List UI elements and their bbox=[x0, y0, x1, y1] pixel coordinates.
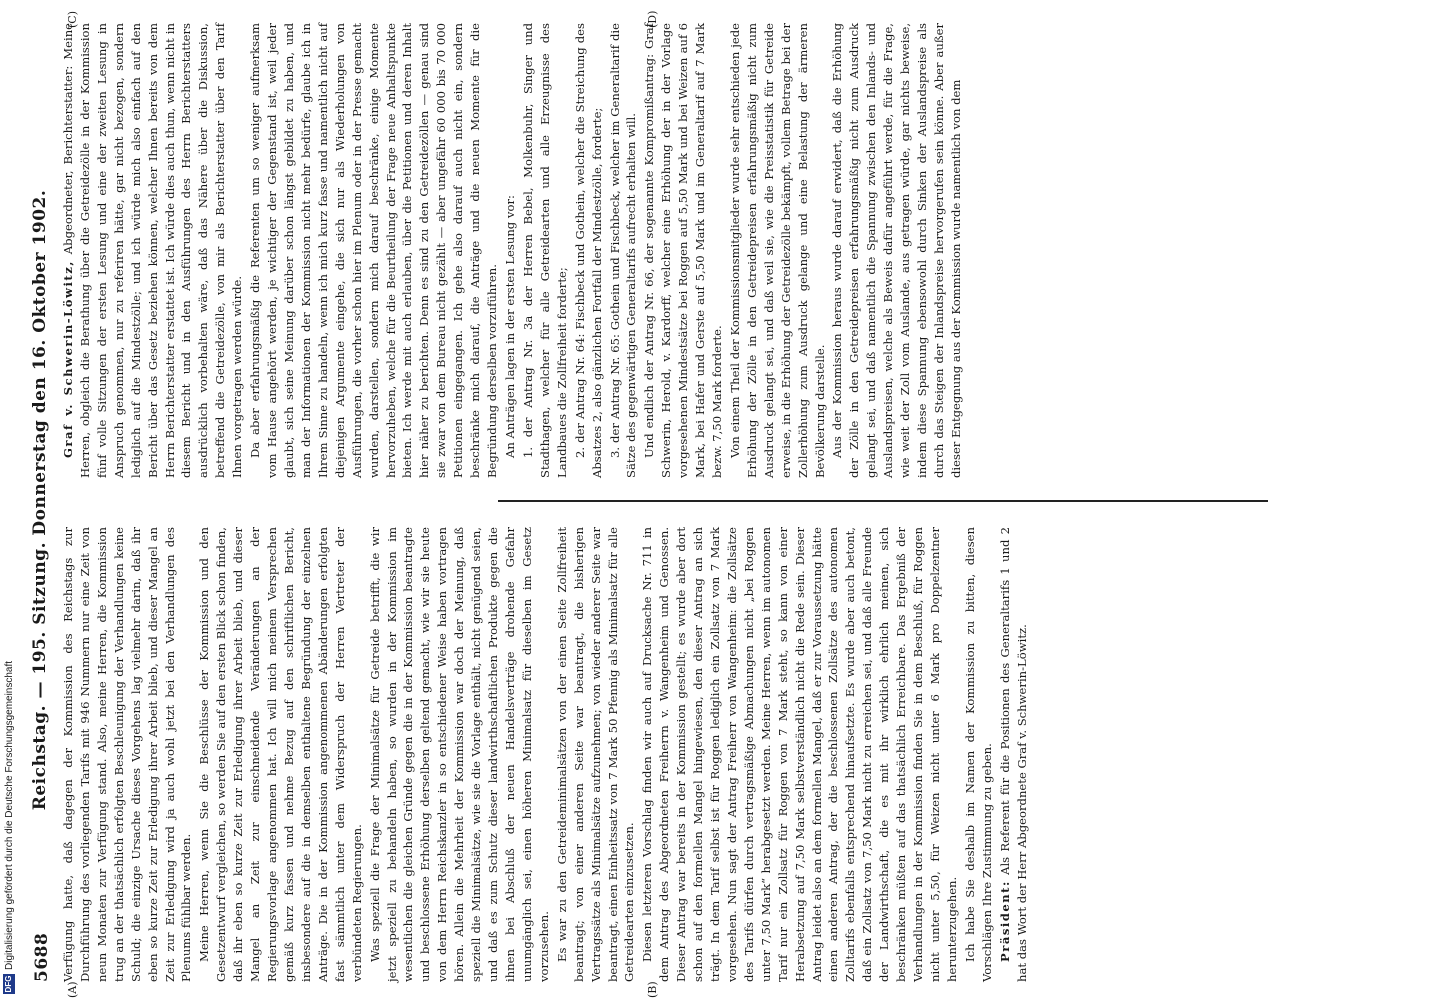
president-label: Präsident: bbox=[997, 880, 1012, 962]
right-column bbox=[60, 23, 966, 478]
speaker-paragraph bbox=[60, 23, 246, 478]
left-column bbox=[60, 527, 1032, 982]
digitization-credit: Digitalisierung gefördert durch die Deutsche Forschungsgemeinschaft bbox=[4, 660, 15, 970]
paragraph: Meine Herren, wenn Sie die Beschlüsse der Kommission und den Gesetzentwurf vergleichen, so werden Sie auf den ersten Blick schon finden, daß ihr eben so kurze Zeit zur Erledigung ihrer Arbeit blieb, und dieser Mangel an Zeit zur einschneidende Veränderungen an der Regierungsvorlage angenommen hat. Ich will mich meinem Versprechen gemäß kurz fassen und nehme Bezug auf den schriftlichen Bericht, insbesondere auf die in demselben enthaltene Begründung der einzelnen Anträge. Die in der Kommission angenommenen Abänderungen erfolgten fast sämmtlich unter dem Widerspruch der Herren Vertreter der verbündeten Regierungen. bbox=[197, 527, 364, 982]
paragraph: Aus der Kommission heraus wurde darauf erwidert, daß die Erhöhung der Zölle in den Getreidepreisen erfahrungsmäßig nicht zum Ausdruck gelangt sei, und daß namentlich die Spannung zwischen den Inlands- und Auslandspreisen, welche als Beweis dafür angeführt werde, für die Frage, wie weit der Zoll vom Auslande, aus getragen würde, gar nichts beweise, indem diese Spannung ebensowohl durch Sinken der Auslandspreise als durch das Steigen der Inlandspreise hervorgerufen sein könne. Aber außer dieser Entgegnung aus der Kommission wurde namentlich von dem bbox=[830, 23, 963, 478]
page-content bbox=[0, 10, 1434, 998]
margin-mark-b: (B) bbox=[646, 981, 659, 998]
margin-mark-a: (A) bbox=[66, 981, 79, 998]
dfg-logo: DFG bbox=[4, 975, 13, 993]
paragraph: Diesen letzteren Vorschlag finden wir auch auf Drucksache Nr. 711 in dem Antrag des Abgeordneten Freiherrn v. Wangenheim und Genossen. Dieser Antrag war bereits in der Kommission gestellt; es wurde aber dort schon auf den formellen Mangel hingewiesen, den dieser Antrag an sich trägt. In dem Tarif selbst ist für Roggen lediglich ein Zollsatz von 7 Mark vorgesehen. Nun sagt der Antrag Freiherr von Wangenheim: die Zollsätze des Tarifs dürfen durch vertragsmäßige Abmachungen nicht „bei Roggen unter 7,50 Mark“ herabgesetzt werden. Meine Herren, wenn im autonomen Tarif nur ein Zollsatz für Roggen von 7 Mark steht, so kann von einer Herabsetzung auf 7,50 Mark selbstverständlich nicht die Rede sein. Dieser Antrag leidet also an dem formellen Mangel, daß er zur Voraussetzung hätte einen anderen Antrag, der die beschlossenen Zollsätze des autonomen Zolltarifs ebenfalls entsprechend hinaufsetzte. Es wurde aber auch betont, daß ein Zollsatz von 7,50 Mark nicht zu erreichen sei, und daß alle Freunde der Landwirthschaft, die es mit ihr wirklich ehrlich meinen, sich beschränken müßten auf das thatsächlich Erreichbare. Das Ergebniß der Verhandlungen in der Kommission finden Sie in dem Beschluß, für Roggen nicht unter 5,50, für Weizen nicht unter 6 Mark pro Doppelzentner herunterzugehen. bbox=[640, 527, 959, 982]
paragraph: Verfügung hatte, daß dagegen der Kommission des Reichstags zur Durchführung des vorliegenden Tarifs mit 946 Nummern nur eine Zeit von neun Monaten zur Verfügung stand. Also, meine Herren, die Kommission trug an der thatsächlich erfolgten Beschleunigung der Verhandlungen keine Schuld; die einzige Ursache dieses Vorgehens lag vielmehr darin, daß ihr eben so kurze Zeit zur Erledigung ihrer Arbeit blieb, und dieser Mangel an Zeit zur Erledigung wird ja auch wohl jetzt bei den Verhandlungen des Plenums fühlbar werden. bbox=[61, 527, 194, 982]
paragraph: Es war zu den Getreideminimalsätzen von der einen Seite Zollfreiheit beantragt; von einer anderen Seite war beantragt, die bisherigen Vertragssätze als Minimalsätze aufzunehmen; von wieder anderer Seite war beantragt, einen Einheitssatz von 7 Mark 50 Pfennig als Minimalsatz für alle Getreidearten einzusetzen. bbox=[554, 527, 637, 982]
page-header bbox=[28, 14, 54, 986]
paragraph: Von einem Theil der Kommissionsmitglieder wurde sehr entschieden jede Erhöhung der Zölle in den Getreidepreisen erfahrungsmäßig nicht zum Ausdruck gelangt sei, und daß weil sie, wie die Preisstatistik für Getreide erweise, in die Erhöhung der Getreidezölle bekämpft, vollem Betrage bei der Zollerhöhung zum Ausdruck gelange und eine Belastung der ärmeren Bevölkerung darstelle. bbox=[727, 23, 827, 478]
column-divider bbox=[498, 500, 1268, 502]
page-number: 5688 bbox=[32, 932, 52, 982]
paragraph: Was speziell die Frage der Minimalsätze für Getreide betrifft, die wir jetzt speziell zu behandeln haben, so wurden in der Kommission im wesentlichen die gleichen Gründe gegen die in der Kommission beantragte und beschlossene Erhöhung derselben geltend gemacht, wie wir sie heute von dem Herrn Reichskanzler in so entschiedener Weise haben vortragen hören. Allein die Mehrheit der Kommission war doch der Meinung, daß speziell die Minimalsätze, wie sie die Vorlage enthält, nicht genügend seien, und daß es zum Schutz dieser landwirthschaftlichen Produkte gegen die ihnen bei Abschluß der neuen Handelsverträge drohende Gefahr unumgänglich sei, einen höheren Minimalsatz für dieselben im Gesetz vorzusehen. bbox=[367, 527, 551, 982]
paragraph: 1. der Antrag Nr. 3a der Herren Bebel, Molkenbuhr, Singer und Stadthagen, welcher für alle Getreidearten und alle Erzeugnisse des Landbaues die Zollfreiheit forderte; bbox=[520, 23, 569, 478]
president-paragraph bbox=[997, 527, 1031, 982]
paragraph: Ich habe Sie deshalb im Namen der Kommission zu bitten, diesen Vorschlägen Ihre Zustimmung zu geben. bbox=[962, 527, 994, 982]
speaker-text: Abgeordneter, Berichterstatter: Meine Herren, obgleich die Berathung über die Getreidezölle in der Kommission fünf volle Sitzungen der ersten Lesung und eine der zweiten Lesung in Anspruch genommen, nur zu referiren hätte, gar nicht bezogen, sondern lediglich auf die Mindestzölle; und ich würde mich also einfach auf den Bericht über das Gesetz beziehen können, welcher Ihnen bereits von dem Herrn Berichterstatter erstattet ist. Ich würde dies auch thun, wenn nicht in diesem Bericht und in den Ausführungen des Herrn Berichterstatters ausdrücklich vorbehalten wäre, daß das Nähere über die Diskussion, betreffend die Getreidezölle, von mir als Berichterstatter über den Tarif Ihnen vorgetragen werden würde. bbox=[61, 22, 245, 478]
speaker-name: Graf v. Schwerin-Löwitz, bbox=[61, 260, 75, 458]
margin-mark-c: (C) bbox=[66, 11, 79, 28]
paragraph: 3. der Antrag Nr. 65: Gothein und Fischbeck, welcher im Generaltarif die Sätze des gegenwärtigen Generaltarifs aufrecht erhalten will. bbox=[607, 23, 639, 478]
paragraph: An Anträgen lagen in der ersten Lesung vor: bbox=[502, 195, 517, 458]
paragraph: Und endlich der Antrag Nr. 66, der sogenannte Kompromißantrag: Graf Schwerin, Herold, v. Kardorff, welcher eine Erhöhung der in der Vorlage vorgesehenen Mindestsätze bei Roggen auf 5,50 Mark und bei Weizen auf 6 Mark, bei Hafer und Gerste auf 5,50 Mark und im Generaltarif auf 7 Mark bezw. 7,50 Mark forderte. bbox=[642, 23, 725, 478]
page-title: Reichstag. — 195. Sitzung. Donnerstag den 16. Oktober 1902. bbox=[30, 189, 50, 811]
margin-mark-d: (D) bbox=[646, 10, 659, 28]
paragraph: Da aber erfahrungsmäßig die Referenten um so weniger aufmerksam vom Hause angehört werden, je wichtiger der Gegenstand ist, weil jeder glaubt, sich seine Meinung darüber schon längst gebildet zu haben, und man der Informationen der Kommission nicht mehr bedürfe, glaube ich in Ihrem Sinne zu handeln, wenn ich mich kurz fasse und namentlich nicht auf diejenigen Argumente eingehe, die sich nur als Wiederholungen von Ausführungen, die vorher schon hier im Plenum oder in der Presse gemacht wurden, darstellen, sondern mich darauf beschränke, einige Momente hervorzuheben, welche für die Beurtheilung der Frage neue Anhaltspunkte bieten. Ich werde mit auch erlauben, über die Petitionen und deren Inhalt hier näher zu berichten. Denn es sind zu den Getreidezöllen — genau sind sie zwar von dem Bureau nicht gezählt — aber ungefähr 60 000 bis 70 000 Petitionen eingegangen. Ich gehe also darauf auch nicht ein, sondern beschränke mich darauf, die Anträge und die neuen Momente für die Begründung derselben vorzuführen. bbox=[248, 23, 500, 478]
paragraph: 2. der Antrag Nr. 64: Fischbeck und Gothein, welcher die Streichung des Absatzes 2, also gänzlichen Fortfall der Mindestzölle, forderte; bbox=[572, 23, 604, 478]
president-text: Als Referent für die Positionen des Generaltarifs 1 und 2 hat das Wort der Herr Abgeordnete Graf v. Schwerin-Löwitz. bbox=[997, 527, 1029, 982]
